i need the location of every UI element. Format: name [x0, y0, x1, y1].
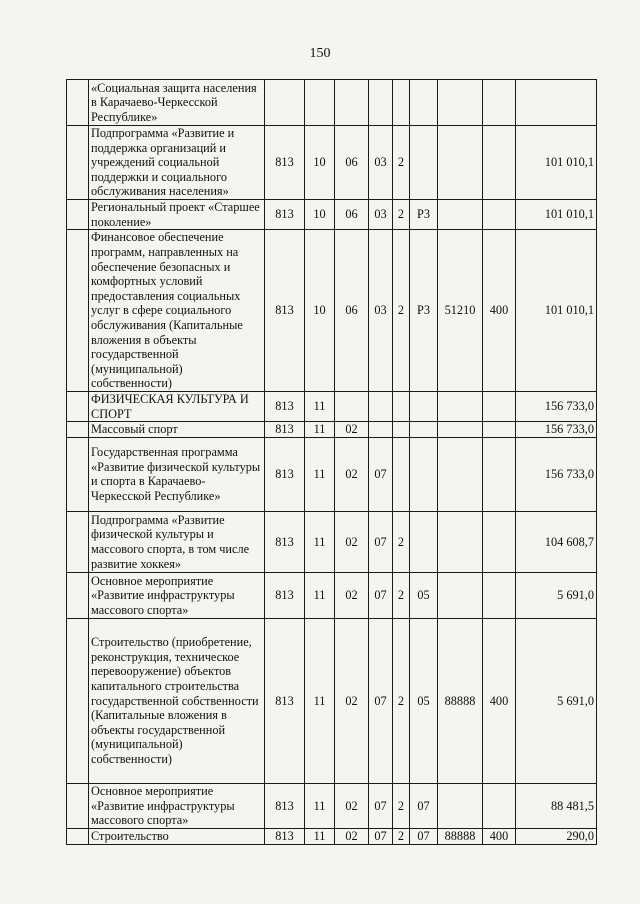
direction-code-cell: 88888	[438, 618, 483, 783]
subsection-code-cell: 06	[335, 230, 369, 392]
amount-cell: 101 010,1	[516, 126, 597, 200]
table-row	[67, 437, 597, 511]
row-index-cell	[67, 80, 89, 126]
subprogram-code-cell: 2	[393, 828, 410, 844]
row-index-cell	[67, 126, 89, 200]
page-number: 150	[309, 46, 331, 61]
direction-code-cell	[438, 200, 483, 230]
expense-type-cell	[483, 572, 516, 618]
amount-cell: 101 010,1	[516, 200, 597, 230]
subsection-code-cell	[335, 392, 369, 422]
subsection-code-cell	[335, 80, 369, 126]
expense-type-cell	[483, 422, 516, 438]
subprogram-code-cell: 2	[393, 200, 410, 230]
admin-code-cell: 813	[265, 200, 305, 230]
program-code-cell: 07	[369, 828, 393, 844]
section-code-cell: 11	[305, 422, 335, 438]
budget-table	[66, 79, 597, 845]
subsection-code-cell: 06	[335, 200, 369, 230]
item-name-cell: Основное мероприятие «Развитие инфраструктуры массового спорта»	[89, 572, 265, 618]
admin-code-cell: 813	[265, 422, 305, 438]
subsection-code-cell: 02	[335, 572, 369, 618]
row-index-cell	[67, 392, 89, 422]
table-row	[67, 572, 597, 618]
expense-type-cell	[483, 392, 516, 422]
subsection-code-cell: 02	[335, 437, 369, 511]
admin-code-cell: 813	[265, 572, 305, 618]
row-index-cell	[67, 618, 89, 783]
section-code-cell: 11	[305, 618, 335, 783]
direction-code-cell	[438, 392, 483, 422]
expense-type-cell	[483, 80, 516, 126]
item-name-cell: Строительство (приобретение, реконструкция, техническое перевооружение) объектов капитального строительства государственной собственности (Капитальные вложения в объекты государственной (муниципальной) собственности)	[89, 618, 265, 783]
event-code-cell: P3	[410, 200, 438, 230]
direction-code-cell: 88888	[438, 828, 483, 844]
subsection-code-cell: 02	[335, 511, 369, 572]
item-name-cell: Строительство	[89, 828, 265, 844]
section-code-cell: 10	[305, 126, 335, 200]
expense-type-cell: 400	[483, 230, 516, 392]
table-row	[67, 230, 597, 392]
section-code-cell: 10	[305, 230, 335, 392]
direction-code-cell	[438, 437, 483, 511]
amount-cell: 156 733,0	[516, 422, 597, 438]
program-code-cell: 03	[369, 230, 393, 392]
item-name-cell: Массовый спорт	[89, 422, 265, 438]
amount-cell: 101 010,1	[516, 230, 597, 392]
direction-code-cell	[438, 422, 483, 438]
subprogram-code-cell	[393, 392, 410, 422]
row-index-cell	[67, 572, 89, 618]
direction-code-cell	[438, 80, 483, 126]
subprogram-code-cell: 2	[393, 126, 410, 200]
section-code-cell: 11	[305, 783, 335, 828]
expense-type-cell	[483, 126, 516, 200]
subprogram-code-cell	[393, 437, 410, 511]
program-code-cell: 07	[369, 437, 393, 511]
subprogram-code-cell: 2	[393, 618, 410, 783]
item-name-cell: Подпрограмма «Развитие физической культуры и массового спорта, в том числе развитие хоккея»	[89, 511, 265, 572]
event-code-cell: 07	[410, 783, 438, 828]
expense-type-cell	[483, 783, 516, 828]
program-code-cell: 07	[369, 783, 393, 828]
expense-type-cell	[483, 511, 516, 572]
direction-code-cell	[438, 126, 483, 200]
admin-code-cell: 813	[265, 828, 305, 844]
row-index-cell	[67, 200, 89, 230]
row-index-cell	[67, 511, 89, 572]
subprogram-code-cell: 2	[393, 230, 410, 392]
item-name-cell: Государственная программа «Развитие физической культуры и спорта в Карачаево-Черкесской Республике»	[89, 437, 265, 511]
item-name-cell: Финансовое обеспечение программ, направленных на обеспечение безопасных и комфортных условий предоставления социальных услуг в сфере социального обслуживания (Капитальные вложения в объекты государственной (муниципальной) собственности)	[89, 230, 265, 392]
admin-code-cell: 813	[265, 392, 305, 422]
subsection-code-cell: 02	[335, 618, 369, 783]
admin-code-cell: 813	[265, 230, 305, 392]
event-code-cell	[410, 422, 438, 438]
amount-cell: 5 691,0	[516, 618, 597, 783]
table-row	[67, 511, 597, 572]
expense-type-cell: 400	[483, 618, 516, 783]
event-code-cell	[410, 392, 438, 422]
subprogram-code-cell	[393, 422, 410, 438]
amount-cell	[516, 80, 597, 126]
section-code-cell: 10	[305, 200, 335, 230]
section-code-cell	[305, 80, 335, 126]
direction-code-cell	[438, 783, 483, 828]
row-index-cell	[67, 783, 89, 828]
table-row	[67, 200, 597, 230]
row-index-cell	[67, 828, 89, 844]
table-row	[67, 126, 597, 200]
admin-code-cell: 813	[265, 618, 305, 783]
table-row	[67, 80, 597, 126]
event-code-cell: 07	[410, 828, 438, 844]
row-index-cell	[67, 422, 89, 438]
section-code-cell: 11	[305, 511, 335, 572]
program-code-cell: 03	[369, 126, 393, 200]
event-code-cell: 05	[410, 618, 438, 783]
subsection-code-cell: 06	[335, 126, 369, 200]
item-name-cell: Подпрограмма «Развитие и поддержка организаций и учреждений социальной поддержки и социального обслуживания населения»	[89, 126, 265, 200]
direction-code-cell	[438, 511, 483, 572]
table-row	[67, 422, 597, 438]
amount-cell: 88 481,5	[516, 783, 597, 828]
row-index-cell	[67, 437, 89, 511]
event-code-cell	[410, 126, 438, 200]
direction-code-cell: 51210	[438, 230, 483, 392]
row-index-cell	[67, 230, 89, 392]
item-name-cell: «Социальная защита населения в Карачаево-Черкесской Республике»	[89, 80, 265, 126]
subprogram-code-cell: 2	[393, 511, 410, 572]
program-code-cell: 07	[369, 572, 393, 618]
amount-cell: 5 691,0	[516, 572, 597, 618]
program-code-cell	[369, 80, 393, 126]
program-code-cell: 07	[369, 618, 393, 783]
amount-cell: 104 608,7	[516, 511, 597, 572]
admin-code-cell: 813	[265, 126, 305, 200]
section-code-cell: 11	[305, 828, 335, 844]
admin-code-cell: 813	[265, 511, 305, 572]
table-row	[67, 828, 597, 844]
direction-code-cell	[438, 572, 483, 618]
subprogram-code-cell: 2	[393, 783, 410, 828]
table-row	[67, 618, 597, 783]
event-code-cell	[410, 437, 438, 511]
subprogram-code-cell: 2	[393, 572, 410, 618]
program-code-cell: 07	[369, 511, 393, 572]
amount-cell: 156 733,0	[516, 437, 597, 511]
item-name-cell: Основное мероприятие «Развитие инфраструктуры массового спорта»	[89, 783, 265, 828]
program-code-cell	[369, 392, 393, 422]
item-name-cell: ФИЗИЧЕСКАЯ КУЛЬТУРА И СПОРТ	[89, 392, 265, 422]
program-code-cell	[369, 422, 393, 438]
subsection-code-cell: 02	[335, 422, 369, 438]
event-code-cell	[410, 511, 438, 572]
expense-type-cell: 400	[483, 828, 516, 844]
event-code-cell: P3	[410, 230, 438, 392]
amount-cell: 156 733,0	[516, 392, 597, 422]
table-row	[67, 392, 597, 422]
section-code-cell: 11	[305, 392, 335, 422]
event-code-cell: 05	[410, 572, 438, 618]
expense-type-cell	[483, 437, 516, 511]
section-code-cell: 11	[305, 572, 335, 618]
admin-code-cell	[265, 80, 305, 126]
subprogram-code-cell	[393, 80, 410, 126]
item-name-cell: Региональный проект «Старшее поколение»	[89, 200, 265, 230]
expense-type-cell	[483, 200, 516, 230]
table-row	[67, 783, 597, 828]
subsection-code-cell: 02	[335, 783, 369, 828]
section-code-cell: 11	[305, 437, 335, 511]
subsection-code-cell: 02	[335, 828, 369, 844]
admin-code-cell: 813	[265, 437, 305, 511]
program-code-cell: 03	[369, 200, 393, 230]
event-code-cell	[410, 80, 438, 126]
admin-code-cell: 813	[265, 783, 305, 828]
amount-cell: 290,0	[516, 828, 597, 844]
